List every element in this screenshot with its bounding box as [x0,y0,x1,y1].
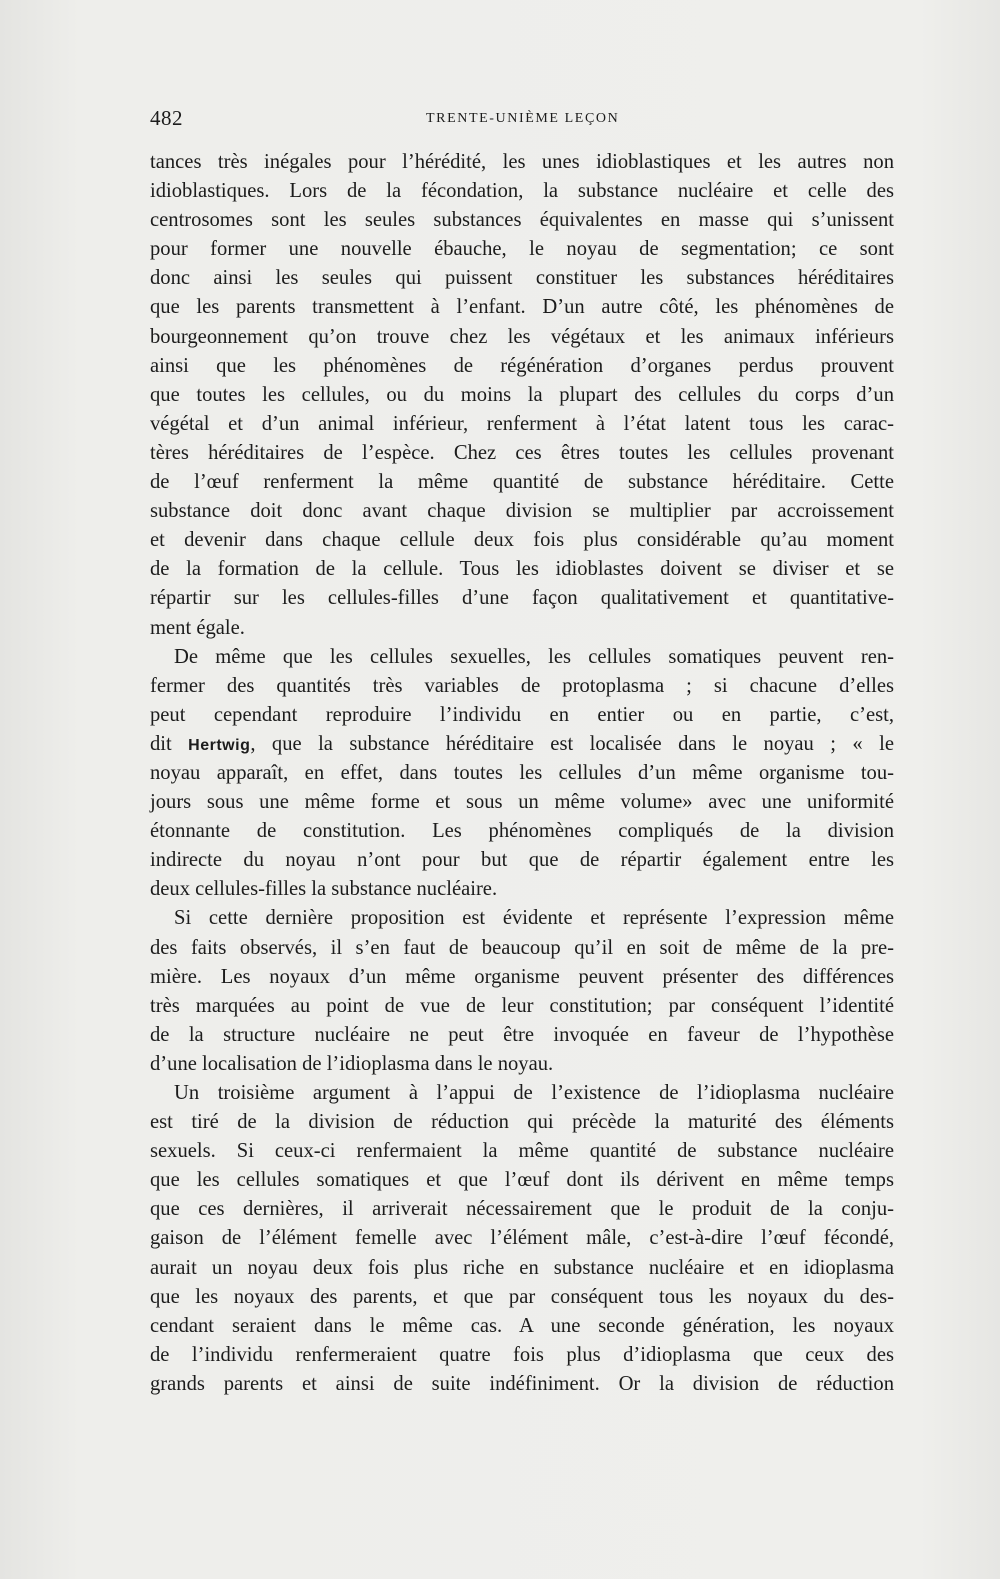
running-head: TRENTE-UNIÈME LEÇON [426,111,620,126]
text-line: que les parents transmettent à l’enfant. D’un autre côté, les phénomènes de [150,296,894,319]
text-line: donc ainsi les seules qui puissent constituer les substances héréditaires [150,267,894,290]
paragraph-start-line: Si cette dernière proposition est évidente et représente l’expression même [174,907,894,930]
text-line: pour former une nouvelle ébauche, le noyau de segmentation; ce sont [150,238,894,261]
text-line: cendant seraient dans le même cas. A une seconde génération, les noyaux [150,1314,894,1337]
text-line: que ces dernières, il arriverait nécessairement que le produit de la conju- [150,1198,894,1221]
text-line: substance doit donc avant chaque division se multiplier par accroissement [150,500,894,523]
text-line: très marquées au point de vue de leur constitution; par conséquent l’identité [150,994,894,1017]
paragraph-end-line: d’une localisation de l’idioplasma dans le noyau. [150,1052,554,1075]
text-line: que toutes les cellules, ou du moins la plupart des cellules du corps d’un [150,383,894,406]
text-line: de l’œuf renferment la même quantité de substance héréditaire. Cette [150,471,894,494]
page-header [150,106,892,136]
text-line: jours sous une même forme et sous un même volume» avec une uniformité [150,791,894,814]
text-line: de la structure nucléaire ne peut être invoquée en faveur de l’hypothèse [150,1023,894,1046]
page-number: 482 [150,106,183,130]
text-line: que les noyaux des parents, et que par conséquent tous les noyaux du des- [150,1285,894,1308]
text-line: ainsi que les phénomènes de régénération d’organes perdus prouvent [150,354,894,377]
text-line: répartir sur les cellules-filles d’une façon qualitativement et quantitative- [150,587,894,610]
text-line: fermer des quantités très variables de protoplasma ; si chacune d’elles [150,674,894,697]
text-line: indirecte du noyau n’ont pour but que de répartir également entre les [150,849,894,872]
text-line: des faits observés, il s’en faut de beaucoup qu’il en soit de même de la pre- [150,936,894,959]
text-line: bourgeonnement qu’on trouve chez les végétaux et les animaux inférieurs [150,325,894,348]
text-line: tères héréditaires de l’espèce. Chez ces êtres toutes les cellules provenant [150,441,894,464]
text-line: noyau apparaît, en effet, dans toutes les cellules d’un même organisme tou- [150,761,894,784]
text-line: centrosomes sont les seules substances équivalentes en masse qui s’unissent [150,209,894,232]
text-line: étonnante de constitution. Les phénomènes compliqués de la division [150,820,894,843]
text-line: et devenir dans chaque cellule deux fois plus considérable qu’au moment [150,529,894,552]
author-name: Hertwig [188,736,251,754]
text-line: grands parents et ainsi de suite indéfiniment. Or la division de réduction [150,1372,894,1395]
text-fragment: , que la substance héréditaire est localisée dans le noyau ; « le [250,732,895,755]
text-line: que les cellules somatiques et que l’œuf dont ils dérivent en même temps [150,1169,894,1192]
body-text [150,148,894,1399]
text-line: aurait un noyau deux fois plus riche en substance nucléaire et en idioplasma [150,1256,894,1279]
text-line: gaison de l’élément femelle avec l’élément mâle, c’est-à-dire l’œuf fécondé, [150,1227,894,1250]
text-line: mière. Les noyaux d’un même organisme peuvent présenter des différences [150,965,894,988]
text-line: de l’individu renfermeraient quatre fois plus d’idioplasma que ceux des [150,1343,894,1366]
text-line: tances très inégales pour l’hérédité, les unes idioblastiques et les autres non [150,151,894,173]
text-line: végétal et d’un animal inférieur, renferment à l’état latent tous les carac- [150,412,894,435]
text-line: de la formation de la cellule. Tous les idioblastes doivent se diviser et se [150,558,894,581]
text-line-with-author [150,730,894,759]
paragraph-start-line: De même que les cellules sexuelles, les cellules somatiques peuvent ren- [174,645,894,668]
text-line: sexuels. Si ceux-ci renfermaient la même quantité de substance nucléaire [150,1140,894,1163]
paragraph-start-line: Un troisième argument à l’appui de l’existence de l’idioplasma nucléaire [174,1082,894,1104]
text-line: est tiré de la division de réduction qui précède la maturité des éléments [150,1111,894,1134]
paragraph-end-line: deux cellules-filles la substance nucléaire. [150,878,498,901]
text-fragment: dit [150,732,189,755]
text-line: idioblastiques. Lors de la fécondation, la substance nucléaire et celle des [150,180,894,203]
paragraph-end-line: ment égale. [150,616,245,639]
text-line: peut cependant reproduire l’individu en entier ou en partie, c’est, [150,703,894,726]
